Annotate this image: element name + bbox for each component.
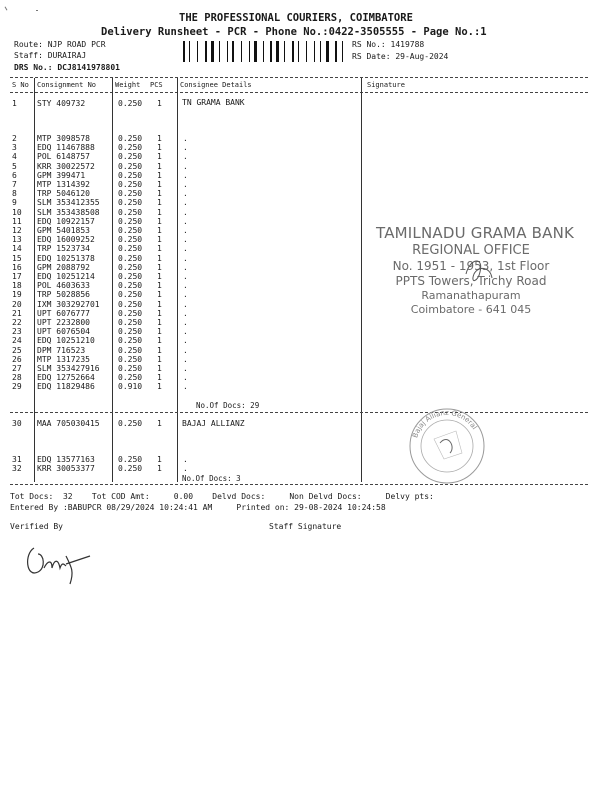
row-consignee-marker: . <box>183 382 188 392</box>
row-weight: 0.250 <box>118 99 143 108</box>
drs-number: DRS No.: DCJ8141978801 <box>14 63 120 72</box>
stamp-line: PPTS Towers, Trichy Road <box>395 274 547 288</box>
row-weight: 0.250 <box>118 152 143 162</box>
row-consignee-marker: . <box>183 134 188 143</box>
row-consignment-no: MAA 705030415 <box>37 419 100 428</box>
row-pcs: 1 <box>157 262 162 272</box>
row-pcs: 1 <box>157 253 162 263</box>
stamp-line: TAMILNADU GRAMA BANK <box>376 224 575 242</box>
docs-count: No.Of Docs: 29 <box>196 401 260 410</box>
row-sno: 23 <box>12 327 22 337</box>
row-consignee-marker: . <box>183 464 188 473</box>
row-consignee-marker: . <box>183 253 188 263</box>
row-weight: 0.250 <box>118 281 143 291</box>
row-consignment-no: EDQ 13577163 <box>37 455 95 464</box>
row-sno: 10 <box>12 207 22 217</box>
row-sno: 30 <box>12 419 22 428</box>
row-sno: 9 <box>12 198 17 208</box>
staff: Staff: DURAIRAJ <box>14 51 87 60</box>
row-weight: 0.250 <box>118 244 143 254</box>
consignee-name: TN GRAMA BANK <box>182 98 245 107</box>
row-weight: 0.250 <box>118 134 143 143</box>
row-weight: 0.250 <box>118 308 143 318</box>
row-weight: 0.250 <box>118 327 143 337</box>
margin-mark <box>5 7 8 11</box>
row-sno: 18 <box>12 281 22 291</box>
col-pcs: PCS <box>150 81 163 89</box>
staff-signature-label: Staff Signature <box>269 522 342 531</box>
row-sno: 11 <box>12 216 22 226</box>
row-consignee-marker: . <box>183 235 188 245</box>
verified-by-label: Verified By <box>10 522 63 531</box>
table-row <box>0 318 600 327</box>
row-weight: 0.250 <box>118 262 143 272</box>
row-pcs: 1 <box>157 308 162 318</box>
row-sno: 14 <box>12 244 22 254</box>
row-consignee-marker: . <box>183 455 188 464</box>
col-weight: Weight <box>115 81 141 89</box>
table-row <box>0 464 600 473</box>
table-row <box>0 180 600 189</box>
table-row <box>0 373 600 382</box>
row-weight: 0.250 <box>118 373 143 383</box>
row-sno: 6 <box>12 170 17 180</box>
docs-count: No.Of Docs: 3 <box>182 474 241 483</box>
row-consignment-no: TRP 5028856 <box>37 290 90 300</box>
row-pcs: 1 <box>157 281 162 291</box>
row-consignment-no: POL 6148757 <box>37 152 90 162</box>
col-signature: Signature <box>367 81 405 89</box>
route: Route: NJP ROAD PCR <box>14 40 106 49</box>
table-row <box>0 198 600 207</box>
row-consignment-no: SLM 353427916 <box>37 364 100 373</box>
row-sno: 19 <box>12 290 22 300</box>
row-sno: 22 <box>12 318 22 327</box>
row-pcs: 1 <box>157 152 162 162</box>
row-weight: 0.250 <box>118 272 143 281</box>
row-sno: 20 <box>12 299 22 309</box>
row-weight: 0.250 <box>118 235 143 245</box>
row-consignee-marker: . <box>183 189 188 199</box>
row-consignee-marker: . <box>183 152 188 162</box>
row-weight: 0.250 <box>118 419 143 428</box>
barcode-image <box>183 41 348 62</box>
seal-text: Bajaj Allianz General <box>411 409 479 439</box>
totals-line: Tot Docs: 32 Tot COD Amt: 0.00 Delvd Docs: Non Delvd Docs: Delvy pts: <box>10 492 434 501</box>
row-consignment-no: TRP 5046120 <box>37 189 90 199</box>
row-pcs: 1 <box>157 290 162 300</box>
row-consignee-marker: . <box>183 373 188 383</box>
row-consignee-marker: . <box>183 216 188 226</box>
row-consignment-no: EDQ 10251210 <box>37 336 95 346</box>
row-consignee-marker: . <box>183 345 188 355</box>
row-pcs: 1 <box>157 198 162 208</box>
row-consignee-marker: . <box>183 161 188 171</box>
col-consignment: Consignment No <box>37 81 97 89</box>
row-sno: 15 <box>12 253 22 263</box>
group-separator <box>10 412 588 413</box>
insurer-seal-icon <box>404 403 490 489</box>
row-sno: 1 <box>12 99 17 108</box>
table-row <box>0 208 600 217</box>
row-consignment-no: EDQ 16009252 <box>37 235 95 245</box>
stamp-line: REGIONAL OFFICE <box>412 243 530 258</box>
row-consignment-no: TRP 1523734 <box>37 244 90 254</box>
row-consignee-marker: . <box>183 262 188 272</box>
row-consignment-no: GPM 2088792 <box>37 262 90 272</box>
row-sno: 31 <box>12 455 22 464</box>
runsheet-title: Delivery Runsheet - PCR - Phone No.:0422-3505555 - Page No.:1 <box>101 26 487 38</box>
row-consignment-no: DPM 716523 <box>37 345 86 355</box>
row-pcs: 1 <box>157 161 162 171</box>
row-consignee-marker: . <box>183 207 188 217</box>
table-row <box>0 364 600 373</box>
row-consignee-marker: . <box>183 244 188 254</box>
margin-mark <box>36 10 38 11</box>
row-consignment-no: MTP 1317235 <box>37 354 90 364</box>
row-pcs: 1 <box>157 345 162 355</box>
stamp-line: Coimbatore - 641 045 <box>410 303 532 316</box>
row-pcs: 1 <box>157 455 162 464</box>
row-consignment-no: UPT 2232800 <box>37 318 90 327</box>
row-consignment-no: EDQ 12752664 <box>37 373 95 383</box>
row-sno: 21 <box>12 308 22 318</box>
row-weight: 0.250 <box>118 464 143 473</box>
row-consignee-marker: . <box>183 318 188 327</box>
row-sno: 29 <box>12 382 22 392</box>
row-pcs: 1 <box>157 382 162 392</box>
row-pcs: 1 <box>157 318 162 327</box>
row-consignment-no: IXM 303292701 <box>37 299 100 309</box>
svg-text:Bajaj Allianz General <box>411 409 478 439</box>
table-row <box>0 327 600 336</box>
row-weight: 0.250 <box>118 345 143 355</box>
company-title: THE PROFESSIONAL COURIERS, COIMBATORE <box>179 12 413 24</box>
row-pcs: 1 <box>157 134 162 143</box>
row-consignment-no: EDQ 10251378 <box>37 253 95 263</box>
row-consignment-no: UPT 6076777 <box>37 308 90 318</box>
row-consignee-marker: . <box>183 272 188 281</box>
table-row <box>0 162 600 171</box>
row-weight: 0.250 <box>118 299 143 309</box>
row-consignee-marker: . <box>183 336 188 346</box>
row-pcs: 1 <box>157 272 162 281</box>
row-consignee-marker: . <box>183 198 188 208</box>
row-consignee-marker: . <box>183 299 188 309</box>
table-row <box>0 143 600 152</box>
header-top-rule <box>10 77 588 78</box>
row-consignee-marker: . <box>183 226 188 235</box>
header-bottom-rule <box>10 92 588 93</box>
table-bottom-rule <box>10 484 588 485</box>
consignee-name: BAJAJ ALLIANZ <box>182 419 245 428</box>
row-pcs: 1 <box>157 99 162 108</box>
row-pcs: 1 <box>157 244 162 254</box>
handwritten-signature <box>20 538 100 586</box>
row-pcs: 1 <box>157 143 162 153</box>
stamp-scribble-icon <box>462 254 496 288</box>
row-weight: 0.250 <box>118 143 143 153</box>
row-consignee-marker: . <box>183 290 188 300</box>
row-pcs: 1 <box>157 189 162 199</box>
row-pcs: 1 <box>157 354 162 364</box>
row-consignment-no: EDQ 11467888 <box>37 143 95 153</box>
row-pcs: 1 <box>157 336 162 346</box>
row-weight: 0.250 <box>118 198 143 208</box>
row-sno: 25 <box>12 345 22 355</box>
entered-by-line: Entered By :BABUPCR 08/29/2024 10:24:41 AM Printed on: 29-08-2024 10:24:58 <box>10 503 386 512</box>
row-consignment-no: KRR 30022572 <box>37 161 95 171</box>
row-sno: 3 <box>12 143 17 153</box>
row-weight: 0.910 <box>118 382 143 392</box>
table-row <box>0 382 600 391</box>
row-sno: 12 <box>12 226 22 235</box>
row-sno: 16 <box>12 262 22 272</box>
row-consignee-marker: . <box>183 281 188 291</box>
row-consignment-no: EDQ 10922157 <box>37 216 95 226</box>
row-consignment-no: UPT 6076504 <box>37 327 90 337</box>
row-sno: 24 <box>12 336 22 346</box>
row-pcs: 1 <box>157 464 162 473</box>
row-consignee-marker: . <box>183 170 188 180</box>
table-row <box>0 189 600 198</box>
row-pcs: 1 <box>157 180 162 189</box>
row-pcs: 1 <box>157 364 162 373</box>
row-consignee-marker: . <box>183 143 188 153</box>
row-sno: 26 <box>12 354 22 364</box>
stamp-line: Ramanathapuram <box>421 289 521 302</box>
row-weight: 0.250 <box>118 253 143 263</box>
row-sno: 13 <box>12 235 22 245</box>
row-pcs: 1 <box>157 170 162 180</box>
row-consignment-no: POL 4603633 <box>37 281 90 291</box>
row-consignee-marker: . <box>183 308 188 318</box>
row-consignment-no: SLM 353438508 <box>37 207 100 217</box>
row-pcs: 1 <box>157 226 162 235</box>
table-row <box>0 99 600 108</box>
table-row <box>0 355 600 364</box>
row-weight: 0.250 <box>118 455 143 464</box>
table-row <box>0 336 600 345</box>
table-row <box>0 419 600 428</box>
row-sno: 7 <box>12 180 17 189</box>
row-sno: 17 <box>12 272 22 281</box>
row-pcs: 1 <box>157 373 162 383</box>
row-weight: 0.250 <box>118 290 143 300</box>
row-sno: 27 <box>12 364 22 373</box>
row-consignee-marker: . <box>183 327 188 337</box>
row-pcs: 1 <box>157 299 162 309</box>
table-row <box>0 171 600 180</box>
row-sno: 2 <box>12 134 17 143</box>
row-consignment-no: GPM 5401853 <box>37 226 90 235</box>
row-weight: 0.250 <box>118 216 143 226</box>
table-row <box>0 134 600 143</box>
row-weight: 0.250 <box>118 207 143 217</box>
row-weight: 0.250 <box>118 318 143 327</box>
row-weight: 0.250 <box>118 189 143 199</box>
row-pcs: 1 <box>157 327 162 337</box>
row-consignment-no: GPM 399471 <box>37 170 86 180</box>
row-sno: 5 <box>12 161 17 171</box>
row-weight: 0.250 <box>118 364 143 373</box>
table-row <box>0 455 600 464</box>
table-row <box>0 152 600 161</box>
row-consignment-no: KRR 30053377 <box>37 464 95 473</box>
row-pcs: 1 <box>157 419 162 428</box>
row-weight: 0.250 <box>118 170 143 180</box>
row-weight: 0.250 <box>118 161 143 171</box>
row-consignment-no: EDQ 10251214 <box>37 272 95 281</box>
row-consignment-no: MTP 3098578 <box>37 134 90 143</box>
row-consignment-no: SLM 353412355 <box>37 198 100 208</box>
row-weight: 0.250 <box>118 354 143 364</box>
row-consignment-no: MTP 1314392 <box>37 180 90 189</box>
row-consignee-marker: . <box>183 354 188 364</box>
rs-number: RS No.: 1419788 <box>352 40 425 49</box>
col-sno: S No <box>12 81 29 89</box>
row-weight: 0.250 <box>118 336 143 346</box>
row-sno: 8 <box>12 189 17 199</box>
col-consignee: Consignee Details <box>180 81 252 89</box>
row-consignee-marker: . <box>183 364 188 373</box>
row-weight: 0.250 <box>118 180 143 189</box>
row-sno: 4 <box>12 152 17 162</box>
row-pcs: 1 <box>157 216 162 226</box>
row-pcs: 1 <box>157 235 162 245</box>
row-sno: 28 <box>12 373 22 383</box>
row-weight: 0.250 <box>118 226 143 235</box>
row-consignee-marker: . <box>183 180 188 189</box>
rs-date: RS Date: 29-Aug-2024 <box>352 52 449 61</box>
row-consignment-no: STY 409732 <box>37 99 86 108</box>
row-sno: 32 <box>12 464 22 473</box>
table-row <box>0 346 600 355</box>
stamp-line: No. 1951 - 1953, 1st Floor <box>392 259 550 273</box>
row-consignment-no: EDQ 11829486 <box>37 382 95 392</box>
row-pcs: 1 <box>157 207 162 217</box>
